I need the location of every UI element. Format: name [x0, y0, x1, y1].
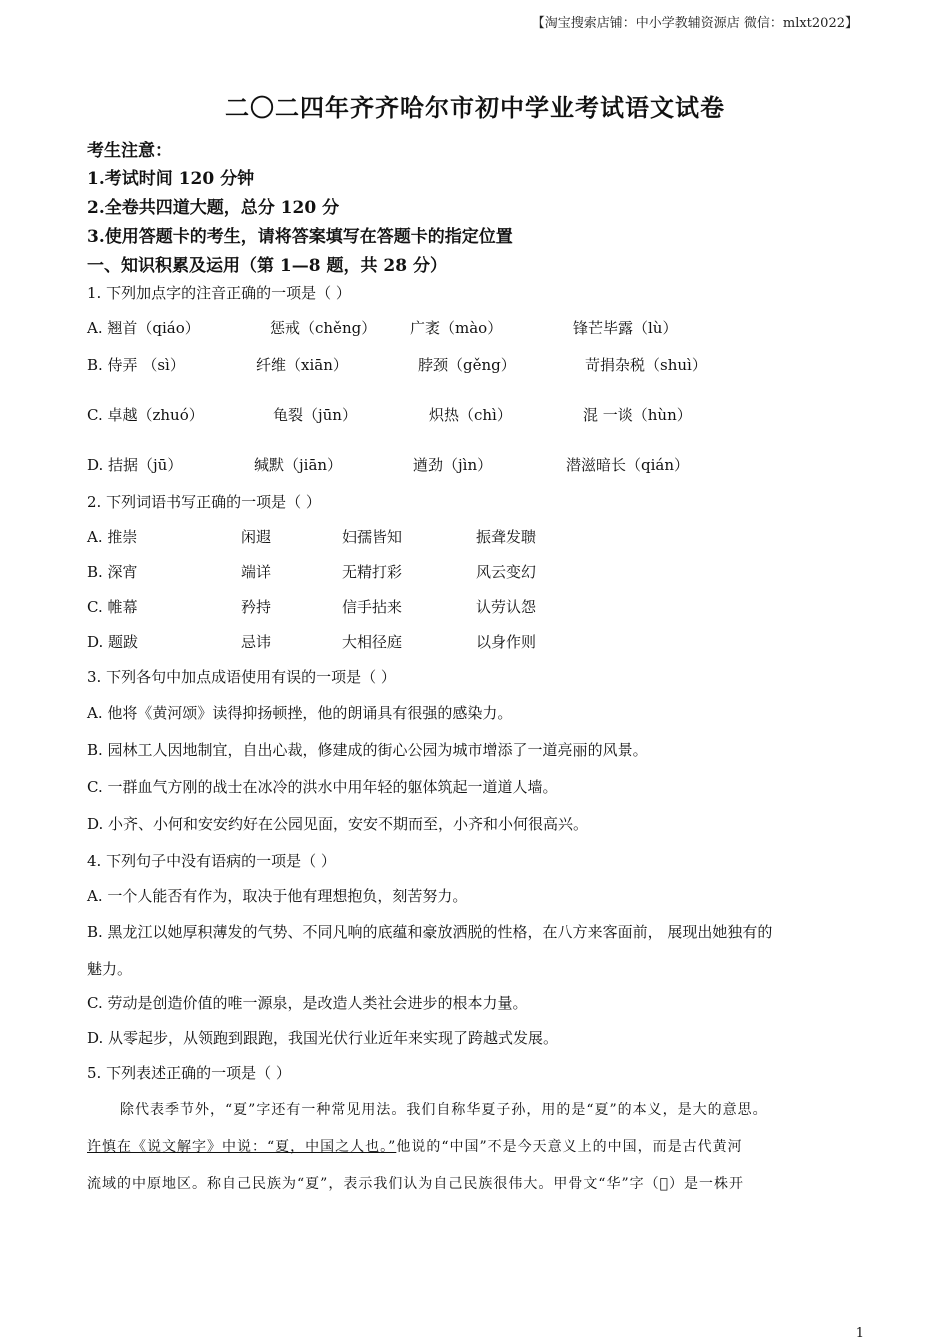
q2-d-4: 以身作则: [476, 633, 537, 651]
q2-d-3: 大相径庭: [342, 633, 403, 651]
q1-d-3: 遒劲（jìn）: [413, 456, 493, 474]
oracle-bone-hua-glyph: 𫝀: [659, 1176, 670, 1192]
q3-option-b: B. 园林工人因地制宜，自出心裁，修建成的街心公园为城市增添了一道亮丽的风景。: [87, 741, 648, 759]
q1-b-1: B. 侍弄 （sì）: [87, 356, 185, 374]
q2-b-2: 端详: [241, 563, 272, 581]
q1-c-4: 混 一谈（hùn）: [583, 406, 692, 424]
q3-option-c: C. 一群血气方刚的战士在冰冷的洪水中用年轻的躯体筑起一道道人墙。: [87, 778, 558, 796]
q1-a-4: 锋芒毕露（lù）: [573, 319, 678, 337]
q1-c-1: C. 卓越（zhuó）: [87, 406, 204, 424]
q1-a-1: A. 翘首（qiáo）: [87, 319, 200, 337]
page-number: 1: [855, 1326, 864, 1341]
q2-c-2: 矜持: [241, 598, 272, 616]
notice-heading: 考生注意：: [87, 141, 172, 161]
notice-item-3: 3.使用答题卡的考生，请将答案填写在答题卡的指定位置: [87, 227, 513, 247]
notice-item-2: 2.全卷共四道大题，总分 120 分: [87, 198, 340, 218]
q5-passage-line-1: 除代表季节外，“夏”字还有一种常见用法。我们自称华夏子孙，用的是“夏”的本义，是大的意思。: [120, 1102, 768, 1118]
q2-a-1: A. 推崇: [87, 528, 138, 546]
q2-a-4: 振聋发聩: [476, 528, 537, 546]
q1-c-3: 炽热（chì）: [429, 406, 512, 424]
q2-a-3: 妇孺皆知: [342, 528, 403, 546]
q5-stem: 5. 下列表述正确的一项是（ ）: [87, 1064, 291, 1082]
q1-d-1: D. 拮据（jū）: [87, 456, 183, 474]
q2-c-3: 信手拈来: [342, 598, 403, 616]
q1-d-4: 潜滋暗长（qián）: [566, 456, 690, 474]
q3-stem: 3. 下列各句中加点成语使用有误的一项是（ ）: [87, 668, 396, 686]
q2-stem: 2. 下列词语书写正确的一项是（ ）: [87, 493, 321, 511]
q1-b-4: 苛捐杂税（shuì）: [585, 356, 707, 374]
q1-c-2: 龟裂（jūn）: [273, 406, 357, 424]
section-1-heading: 一、知识积累及运用（第 1—8 题，共 28 分）: [87, 256, 447, 276]
q4-option-a: A. 一个人能否有作为，取决于他有理想抱负，刻苦努力。: [87, 887, 468, 905]
q1-a-3: 广袤（mào）: [410, 319, 503, 337]
q2-b-3: 无精打彩: [342, 563, 403, 581]
q3-option-a: A. 他将《黄河颂》读得抑扬顿挫，他的朗诵具有很强的感染力。: [87, 704, 513, 722]
q2-b-1: B. 深宵: [87, 563, 138, 581]
q5-passage-line-3-end: ）是一株开: [669, 1176, 745, 1192]
q5-passage-line-2-rest: 他说的“中国”不是今天意义上的中国，而是古代黄河: [396, 1139, 743, 1155]
q5-underlined-quote: 许慎在《说文解字》中说：“夏，中国之人也。”: [87, 1139, 397, 1155]
q4-option-c: C. 劳动是创造价值的唯一源泉，是改造人类社会进步的根本力量。: [87, 994, 528, 1012]
q2-d-2: 忌讳: [241, 633, 272, 651]
header-note: 【淘宝搜索店铺：中小学教辅资源店 微信：mlxt2022】: [531, 16, 858, 31]
q4-option-d: D. 从零起步，从领跑到跟跑，我国光伏行业近年来实现了跨越式发展。: [87, 1029, 559, 1047]
q2-a-2: 闲遐: [241, 528, 272, 546]
q1-a-2: 惩戒（chěng）: [270, 319, 377, 337]
notice-item-1: 1.考试时间 120 分钟: [87, 169, 255, 189]
q1-b-2: 纤维（xiān）: [256, 356, 348, 374]
q4-option-b-line2: 魅力。: [87, 960, 133, 978]
q1-stem: 1. 下列加点字的注音正确的一项是（ ）: [87, 284, 351, 302]
q5-passage-line-2: [87, 1136, 743, 1156]
q4-stem: 4. 下列句子中没有语病的一项是（ ）: [87, 852, 336, 870]
page-title: 二〇二四年齐齐哈尔市初中学业考试语文试卷: [225, 93, 725, 122]
q5-passage-line-3: [87, 1173, 744, 1193]
q3-option-d: D. 小齐、小何和安安约好在公园见面，安安不期而至，小齐和小何很高兴。: [87, 815, 589, 833]
q2-c-4: 认劳认怨: [476, 598, 537, 616]
q1-b-3: 脖颈（gěng）: [418, 356, 516, 374]
q2-c-1: C. 帷幕: [87, 598, 138, 616]
q2-d-1: D. 题跋: [87, 633, 139, 651]
q2-b-4: 风云变幻: [476, 563, 537, 581]
q4-option-b-line1: B. 黑龙江以她厚积薄发的气势、不同凡响的底蕴和豪放洒脱的性格，在八方来客面前， 展现出她独有的: [87, 923, 773, 941]
q5-passage-line-3-text: 流域的中原地区。称自己民族为“夏”，表示我们认为自己民族很伟大。甲骨文“华”字（: [87, 1176, 660, 1192]
q1-d-2: 缄默（jiān）: [254, 456, 343, 474]
